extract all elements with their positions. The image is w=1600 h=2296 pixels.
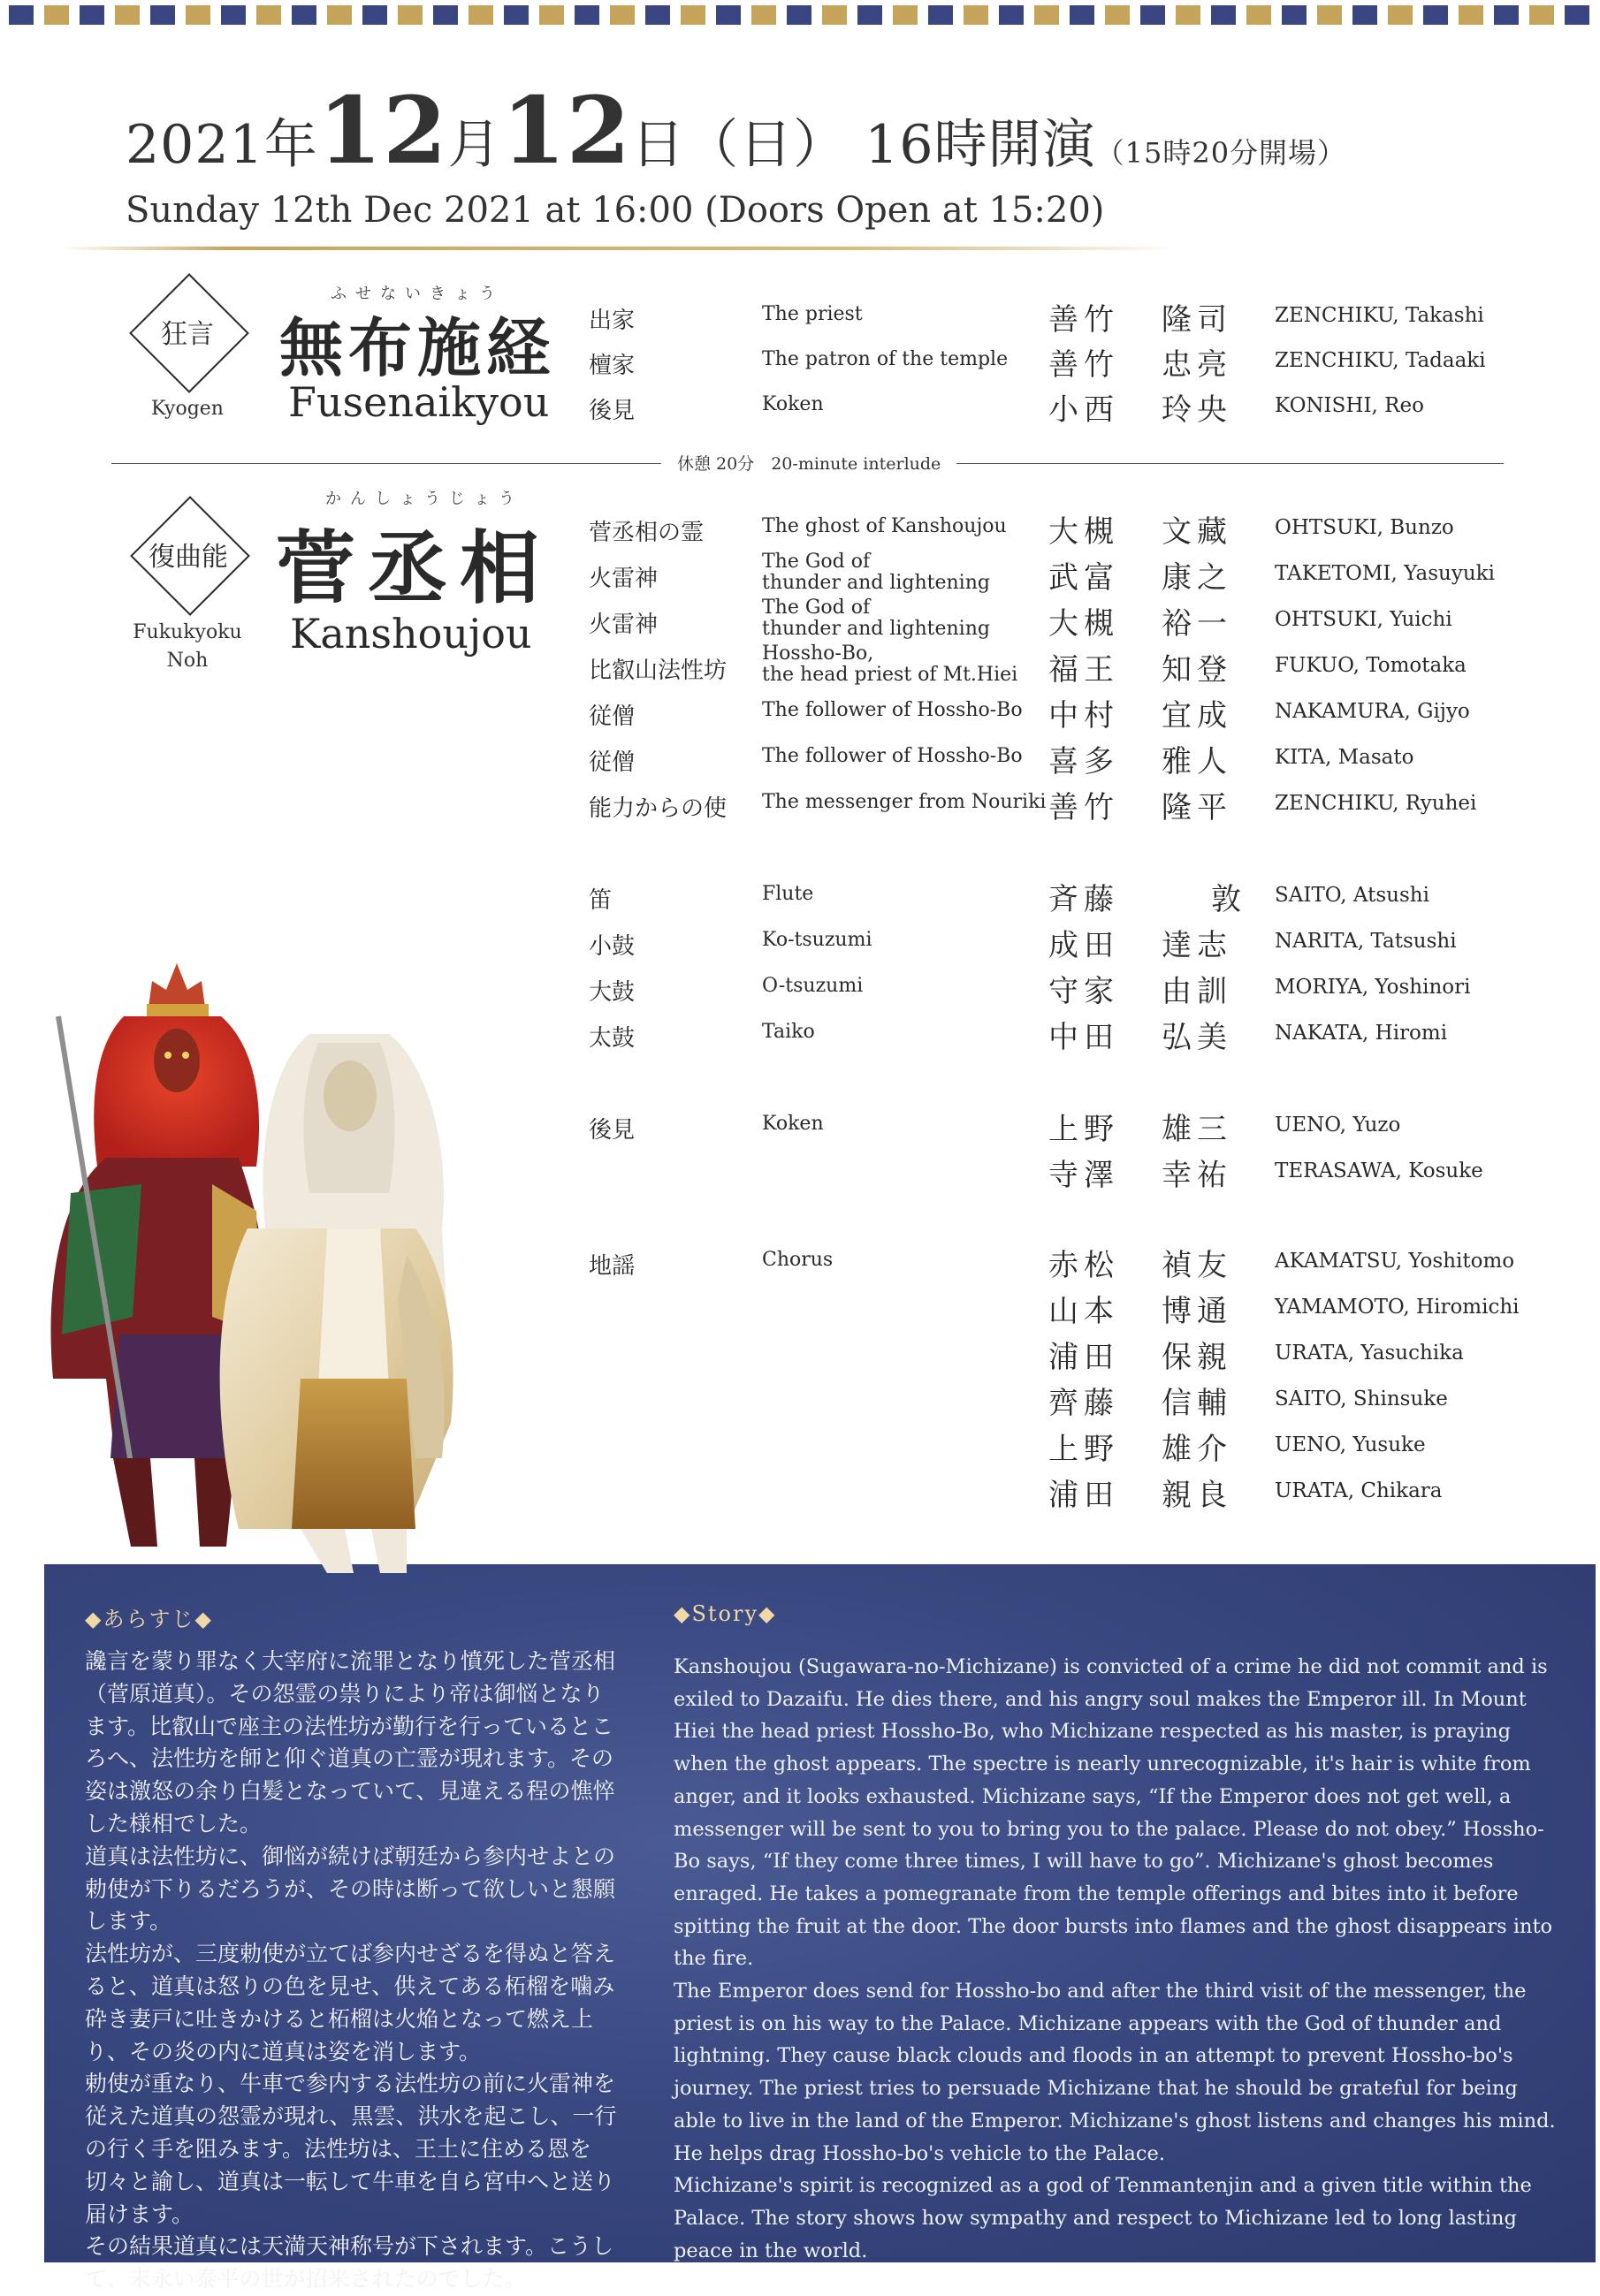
date-doors-open: （15時20分開場） <box>1095 136 1347 170</box>
cast-row <box>589 783 1596 829</box>
cast-romaji: YAMAMOTO, Hiromichi <box>1275 1296 1520 1319</box>
cast-romaji: MORIYA, Yoshinori <box>1275 976 1471 999</box>
date-year: 2021年 <box>126 114 318 176</box>
cast-surname: 大槻 <box>1048 606 1119 642</box>
cast-role-en <box>762 643 1017 686</box>
cast-given-name: 弘美 <box>1162 1020 1232 1055</box>
cast-surname: 浦田 <box>1048 1478 1119 1513</box>
noh-title-jp: 菅丞相 <box>276 521 552 615</box>
cast-role-en: The patron of the temple <box>762 348 1009 370</box>
musician-row <box>589 921 1596 967</box>
cast-romaji: SAITO, Atsushi <box>1275 884 1429 907</box>
cast-role-en: O-tsuzumi <box>762 975 864 997</box>
cast-role-en: Flute <box>762 883 814 905</box>
cast-role-jp: 出家 <box>589 308 636 334</box>
story-en-paragraph: Kanshoujou (Sugawara-no-Michizane) is convicted of a crime he did not commit and is exiled to Dazaifu. He dies there, and his angry soul makes the Emperor ill. In Mount Hiei the head priest Hossho-Bo, who Michizane respected as his master, is praying when the ghost appears. The spectre is nearly unrecognizable, it's hair is white from anger, and it looks exhausted. Michizane says, “If the Emperor does not get well, a messenger will be sent to you to bring you to the palace. Please do not obey.” Hossho-Bo says, “If they come three times, I will have to go”. Michizane's ghost becomes enraged. He takes a pomegranate from the temple offerings and bites into it before spitting the fruit at the door. The door bursts into flames and the ghost disappears into the fire. <box>674 1655 1553 1971</box>
cast-given-name: 雄三 <box>1162 1112 1232 1147</box>
cast-surname: 武富 <box>1048 560 1119 596</box>
story-jp-paragraph: 道真は法性坊に、御悩が続けば朝廷から参内せよとの勅使が下りるだろうが、その時は断って欲しいと懇願します。 <box>85 1843 616 1935</box>
cast-role-en: The messenger from Nouriki <box>762 791 1047 813</box>
cast-role-en: Ko-tsuzumi <box>762 929 872 951</box>
cast-romaji: TERASAWA, Kosuke <box>1275 1159 1483 1182</box>
cast-given-name: 知登 <box>1162 652 1232 688</box>
cast-role-jp: 菅丞相の霊 <box>589 520 705 546</box>
interlude-label: 休憩 20分 20-minute interlude <box>677 454 941 474</box>
story-jp-paragraph: 勅使が重なり、牛車で参内する法性坊の前に火雷神を従えた道真の怨霊が現れ、黒雲、洪水を起こし、一行の行く手を阻みます。法性坊は、王土に住める恩を切々と諭し、道真は一転して牛車を自ら宮中へと送り届けます。 <box>85 2071 617 2227</box>
cast-surname: 善竹 <box>1048 347 1119 383</box>
cast-romaji: ZENCHIKU, Ryuhei <box>1275 792 1477 815</box>
cast-surname: 斉藤 <box>1048 882 1119 917</box>
cast-surname: 上野 <box>1048 1112 1119 1147</box>
cast-role-jp: 太鼓 <box>589 1025 636 1052</box>
cast-role-en: The ghost of Kanshoujou <box>762 515 1007 537</box>
cast-role-jp: 後見 <box>589 398 636 424</box>
cast-role-jp: 比叡山法性坊 <box>589 658 728 684</box>
cast-surname: 守家 <box>1048 974 1119 1009</box>
chorus-row <box>589 1333 1596 1379</box>
chorus-row <box>589 1471 1596 1517</box>
cast-given-name: 敦 <box>1211 882 1246 917</box>
cast-romaji: OHTSUKI, Yuichi <box>1275 608 1452 631</box>
cast-role-jp: 檀家 <box>589 353 636 379</box>
noh-title-ruby: かんしょうじょう <box>325 490 523 508</box>
cast-given-name: 達志 <box>1162 928 1232 963</box>
cast-romaji: NARITA, Tatsushi <box>1275 930 1457 953</box>
cast-surname: 浦田 <box>1048 1340 1119 1375</box>
cast-role-en <box>762 551 990 594</box>
cast-given-name: 幸祐 <box>1162 1158 1232 1193</box>
cast-romaji: UENO, Yusuke <box>1275 1433 1426 1456</box>
cast-row <box>589 385 1596 431</box>
cast-role-en: The priest <box>762 303 863 325</box>
story-heading-en: ◆Story◆ <box>674 1601 777 1626</box>
noh-genre-en <box>126 619 249 675</box>
cast-given-name: 信輔 <box>1162 1386 1232 1421</box>
noh-genre-en-line2: Noh <box>166 650 209 672</box>
cast-romaji: ZENCHIKU, Takashi <box>1275 304 1484 327</box>
cast-role-jp: 火雷神 <box>589 612 659 638</box>
story-heading-jp: ◆あらすじ◆ <box>85 1607 213 1631</box>
date-block <box>126 76 1346 231</box>
cast-row <box>589 340 1596 386</box>
cast-surname: 齊藤 <box>1048 1386 1119 1421</box>
date-weekday: （日） <box>685 114 848 176</box>
cast-role-en-line2: the head priest of Mt.Hiei <box>762 664 1018 686</box>
cast-given-name: 雄介 <box>1162 1432 1232 1467</box>
cast-surname: 上野 <box>1048 1432 1119 1467</box>
cast-role-en: Chorus <box>762 1249 834 1271</box>
cast-role-en: Taiko <box>762 1021 815 1043</box>
cast-role-en: The follower of Hossho-Bo <box>762 699 1023 721</box>
date-month-unit: 月 <box>447 114 502 176</box>
noh-genre-en-line1: Fukukyoku <box>133 621 242 643</box>
cast-given-name: 博通 <box>1162 1294 1232 1329</box>
cast-role-jp: 従僧 <box>589 749 636 776</box>
date-japanese <box>126 76 1346 185</box>
cast-role-jp: 火雷神 <box>589 566 659 592</box>
story-japanese <box>85 1646 626 2296</box>
kyogen-title-en: Fusenaikyou <box>288 378 550 426</box>
kyogen-title-ruby: ふせないきょう <box>331 285 504 303</box>
cast-role-en-line2: thunder and lightening <box>762 572 990 594</box>
cast-role-en-line1: The God of <box>762 597 871 619</box>
cast-surname: 善竹 <box>1048 302 1119 338</box>
cast-role-jp: 小鼓 <box>589 933 636 960</box>
cast-role-jp: 地謡 <box>589 1253 636 1280</box>
cast-given-name: 禎友 <box>1162 1248 1232 1283</box>
cast-given-name: 親良 <box>1162 1478 1232 1513</box>
gold-divider <box>62 246 1176 251</box>
cast-role-en: Koken <box>762 1113 824 1135</box>
cast-surname: 中村 <box>1048 698 1119 734</box>
cast-romaji: AKAMATSU, Yoshitomo <box>1275 1250 1515 1273</box>
date-start-time: 16時開演 <box>865 114 1096 176</box>
story-english <box>674 1651 1559 2267</box>
noh-performers-photo <box>35 963 672 1582</box>
cast-role-en: The follower of Hossho-Bo <box>762 745 1023 767</box>
kyogen-genre-jp: 狂言 <box>161 319 214 350</box>
cast-given-name: 隆司 <box>1162 302 1232 338</box>
cast-role-en-line2: thunder and lightening <box>762 618 990 640</box>
chorus-row <box>589 1425 1596 1471</box>
cast-surname: 善竹 <box>1048 790 1119 825</box>
cast-role-en: Koken <box>762 393 824 415</box>
cast-given-name: 玲央 <box>1162 392 1232 428</box>
koken-row <box>589 1151 1596 1197</box>
noh-genre-jp: 復曲能 <box>149 542 228 573</box>
top-decorative-band <box>0 0 1600 30</box>
cast-given-name: 文藏 <box>1162 514 1232 550</box>
cast-surname: 山本 <box>1048 1294 1119 1329</box>
cast-given-name: 康之 <box>1162 560 1232 596</box>
cast-romaji: OHTSUKI, Bunzo <box>1275 516 1454 539</box>
cast-surname: 福王 <box>1048 652 1119 688</box>
cast-surname: 小西 <box>1048 392 1119 428</box>
cast-given-name: 裕一 <box>1162 606 1232 642</box>
cast-row <box>589 691 1596 737</box>
cast-role-en-line1: Hossho-Bo, <box>762 642 874 665</box>
cast-role-jp: 従僧 <box>589 703 636 730</box>
musician-row <box>589 875 1596 921</box>
cast-romaji: FUKUO, Tomotaka <box>1275 654 1467 677</box>
cast-given-name: 隆平 <box>1162 790 1232 825</box>
cast-given-name: 由訓 <box>1162 974 1232 1009</box>
story-en-paragraph: Michizane's spirit is recognized as a god of Tenmantenjin and a given title within the Palace. The story shows how sympathy and respect to Michizane led to long lasting peace in the world. <box>674 2174 1532 2262</box>
chorus-row <box>589 1379 1596 1425</box>
cast-role-en <box>762 597 990 640</box>
cast-surname: 喜多 <box>1048 744 1119 779</box>
story-en-paragraph: The Emperor does send for Hossho-bo and after the third visit of the messenger, the priest is on his way to the Palace. Michizane appears with the God of thunder and lightning. They cause black clouds and floods in an attempt to prevent Hossho-bo's journey. The priest tries to persuade Michizane that he should be grateful for being able to live in the land of the Emperor. Michizane's ghost listens and changes his mind. He helps drag Hossho-bo's vehicle to the Palace. <box>674 1980 1556 2165</box>
cast-romaji: KONISHI, Reo <box>1275 394 1424 417</box>
date-day: 12 <box>501 76 632 185</box>
chorus-row <box>589 1241 1596 1287</box>
date-english: Sunday 12th Dec 2021 at 16:00 (Doors Open at 15:20) <box>126 190 1105 231</box>
cast-row <box>589 642 1596 691</box>
cast-given-name: 宜成 <box>1162 698 1232 734</box>
cast-surname: 大槻 <box>1048 514 1119 550</box>
cast-romaji: TAKETOMI, Yasuyuki <box>1275 562 1495 585</box>
interlude-divider <box>111 451 1504 477</box>
koken-row <box>589 1105 1596 1151</box>
cast-row <box>589 737 1596 783</box>
chorus-row <box>589 1287 1596 1333</box>
cast-romaji: NAKATA, Hiromi <box>1275 1022 1448 1045</box>
story-jp-paragraph: 法性坊が、三度勅使が立てば参内せざるを得ぬと答えると、道真は怒りの色を見せ、供えてある柘榴を噛み砕き妻戸に吐きかけると柘榴は火焔となって燃え上り、その炎の内に道真は姿を消します。 <box>85 1941 616 2064</box>
cast-surname: 中田 <box>1048 1020 1119 1055</box>
cast-row <box>589 507 1596 553</box>
date-month: 12 <box>317 76 448 185</box>
cast-role-en-line1: The God of <box>762 551 871 573</box>
cast-row <box>589 599 1596 645</box>
cast-role-jp: 後見 <box>589 1117 636 1144</box>
story-jp-paragraph: その結果道真には天満天神称号が下されます。こうして、末永い泰平の世が招来されたのでした。 <box>85 2233 614 2292</box>
cast-romaji: UENO, Yuzo <box>1275 1114 1401 1137</box>
cast-surname: 成田 <box>1048 928 1119 963</box>
cast-surname: 寺澤 <box>1048 1158 1119 1193</box>
cast-romaji: NAKAMURA, Gijyo <box>1275 700 1470 723</box>
cast-surname: 赤松 <box>1048 1248 1119 1283</box>
cast-given-name: 保親 <box>1162 1340 1232 1375</box>
cast-role-jp: 笛 <box>589 887 613 914</box>
kyogen-genre-en: Kyogen <box>151 398 224 420</box>
kyogen-genre-badge <box>130 274 245 389</box>
cast-romaji: ZENCHIKU, Tadaaki <box>1275 349 1486 372</box>
cast-given-name: 雅人 <box>1162 744 1232 779</box>
cast-romaji: KITA, Masato <box>1275 746 1414 769</box>
kyogen-title-jp: 無布施経 <box>279 310 556 385</box>
cast-role-jp: 能力からの使 <box>589 795 728 822</box>
musician-row <box>589 967 1596 1013</box>
musician-row <box>589 1013 1596 1059</box>
story-jp-paragraph: 讒言を蒙り罪なく大宰府に流罪となり憤死した菅丞相（菅原道真）。その怨霊の祟りにより帝は御悩となります。比叡山で座主の法性坊が勤行を行っているところへ、法性坊を師と仰ぐ道真の亡霊が現れます。その姿は激怒の余り白髪となっていて、見違える程の憔悴した様相でした。 <box>85 1648 616 1836</box>
date-day-unit: 日 <box>631 114 686 176</box>
cast-given-name: 忠亮 <box>1162 347 1232 383</box>
noh-genre-badge <box>131 497 246 612</box>
cast-row <box>589 553 1596 599</box>
cast-role-jp: 大鼓 <box>589 979 636 1006</box>
noh-title-en: Kanshoujou <box>290 610 532 658</box>
cast-romaji: URATA, Chikara <box>1275 1479 1443 1502</box>
cast-row <box>589 295 1596 341</box>
cast-romaji: SAITO, Shinsuke <box>1275 1387 1448 1410</box>
cast-romaji: URATA, Yasuchika <box>1275 1342 1464 1365</box>
